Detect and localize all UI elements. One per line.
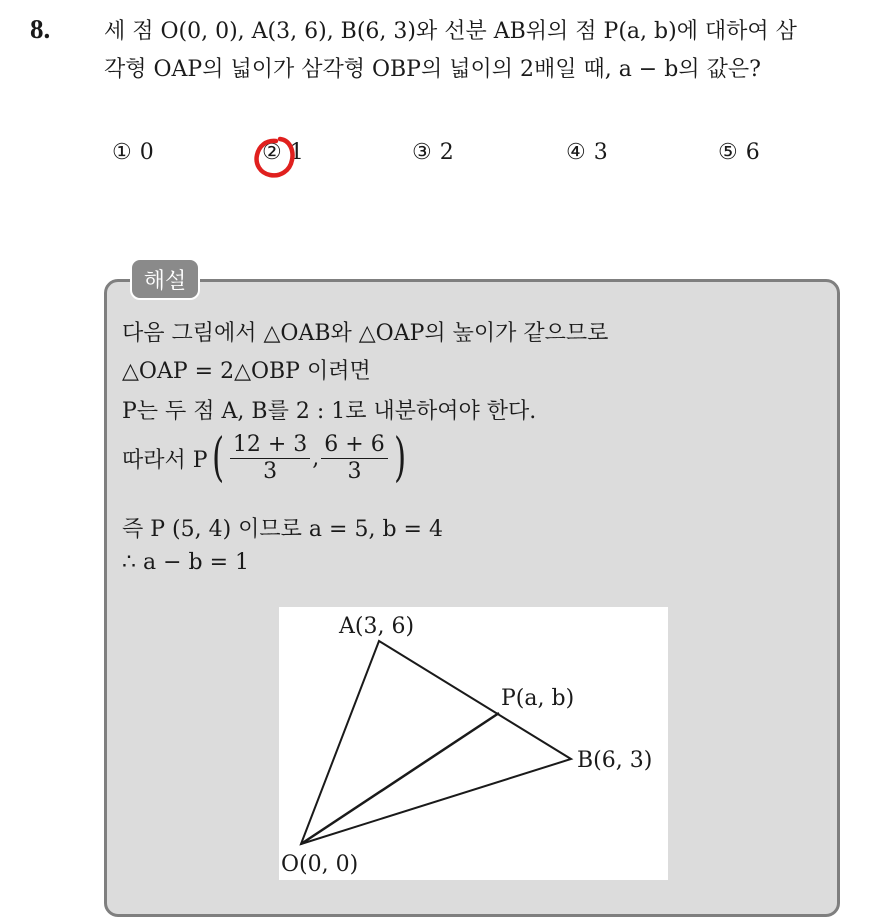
triangle-oab	[301, 641, 571, 844]
question-text-line-2: 각형 OAP의 넓이가 삼각형 OBP의 넓이의 2배일 때, a − b의 값은?	[104, 57, 761, 82]
choice-1[interactable]	[112, 140, 154, 165]
solution-line-2: △OAP = 2△OBP 이려면	[122, 359, 371, 384]
label-b: B(6, 3)	[577, 748, 653, 773]
label-o: O(0, 0)	[281, 852, 359, 877]
label-p: P(a, b)	[501, 686, 575, 711]
right-paren: )	[393, 428, 406, 488]
solution-line-1: 다음 그림에서 △OAB와 △OAP의 높이가 같으므로	[122, 321, 609, 346]
choice-4-mark: ④	[566, 140, 586, 165]
choice-3-value: 2	[439, 140, 454, 165]
fraction-x	[230, 432, 310, 485]
triangle-diagram-svg	[279, 607, 668, 880]
fraction-separator: ,	[312, 445, 320, 471]
solution-line-6: ∴ a − b = 1	[122, 550, 250, 575]
solution-line-4	[122, 428, 410, 488]
left-paren: (	[211, 428, 224, 488]
triangle-diagram	[279, 607, 668, 880]
choice-4-value: 3	[593, 140, 608, 165]
question-number: 8.	[30, 14, 51, 44]
fraction-x-numerator: 12 + 3	[230, 432, 310, 459]
choice-2-mark: ②	[262, 140, 282, 165]
choice-1-mark: ①	[112, 140, 132, 165]
choice-5-value: 6	[745, 140, 760, 165]
choice-3[interactable]	[412, 140, 454, 165]
choice-3-mark: ③	[412, 140, 432, 165]
solution-line-3: P는 두 점 A, B를 2 : 1로 내분하여야 한다.	[122, 399, 537, 424]
answer-choices	[0, 140, 884, 180]
fraction-x-denominator: 3	[263, 458, 278, 484]
solution-line-5: 즉 P (5, 4) 이므로 a = 5, b = 4	[122, 517, 443, 542]
selected-answer-circle-icon	[250, 133, 298, 181]
choice-2-value: 1	[289, 140, 304, 165]
solution-tag: 해설	[130, 258, 200, 300]
fraction-y-numerator: 6 + 6	[321, 432, 387, 459]
label-a: A(3, 6)	[339, 614, 415, 639]
choice-5-mark: ⑤	[718, 140, 738, 165]
solution-line-4-prefix: 따라서 P	[122, 447, 208, 473]
choice-1-value: 0	[139, 140, 154, 165]
segment-op	[301, 713, 499, 844]
fraction-y	[321, 432, 387, 485]
choice-5[interactable]	[718, 140, 760, 165]
question-text-line-1: 세 점 O(0, 0), A(3, 6), B(6, 3)와 선분 AB위의 점 P(a, b)에 대하여 삼	[104, 19, 797, 44]
choice-4[interactable]	[566, 140, 608, 165]
fraction-y-denominator: 3	[347, 458, 362, 484]
